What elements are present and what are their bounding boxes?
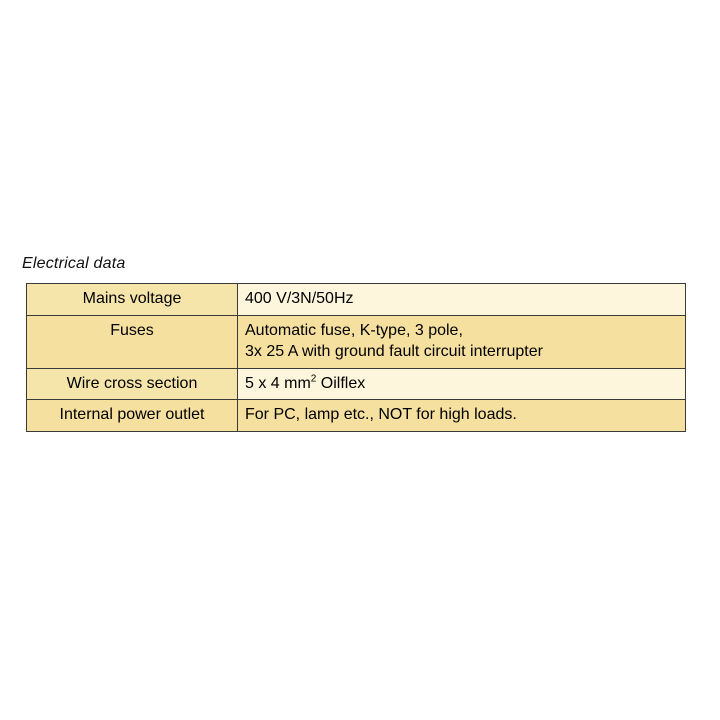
table-row <box>27 284 686 316</box>
value-text-suffix: Oilflex <box>316 374 366 392</box>
value-line: Automatic fuse, K-type, 3 pole, <box>245 321 463 339</box>
value-line <box>245 373 678 395</box>
section-title: Electrical data <box>22 255 126 272</box>
row-label-fuses: Fuses <box>27 315 238 368</box>
value-line: For PC, lamp etc., NOT for high loads. <box>245 406 517 424</box>
row-value-fuses <box>238 315 686 368</box>
row-label-internal-power-outlet: Internal power outlet <box>27 400 238 432</box>
row-value-mains-voltage <box>238 284 686 316</box>
value-text: 5 x 4 mm <box>245 374 311 392</box>
row-label-mains-voltage: Mains voltage <box>27 284 238 316</box>
value-line: 3x 25 A with ground fault circuit interrupter <box>245 343 543 361</box>
row-label-wire-cross-section: Wire cross section <box>27 368 238 400</box>
table-row <box>27 368 686 400</box>
electrical-data-table <box>26 283 686 432</box>
row-value-wire-cross-section <box>238 368 686 400</box>
table-row <box>27 400 686 432</box>
row-value-internal-power-outlet <box>238 400 686 432</box>
value-line: 400 V/3N/50Hz <box>245 290 354 307</box>
value-superscript: 2 <box>310 373 317 385</box>
table-row <box>27 315 686 368</box>
